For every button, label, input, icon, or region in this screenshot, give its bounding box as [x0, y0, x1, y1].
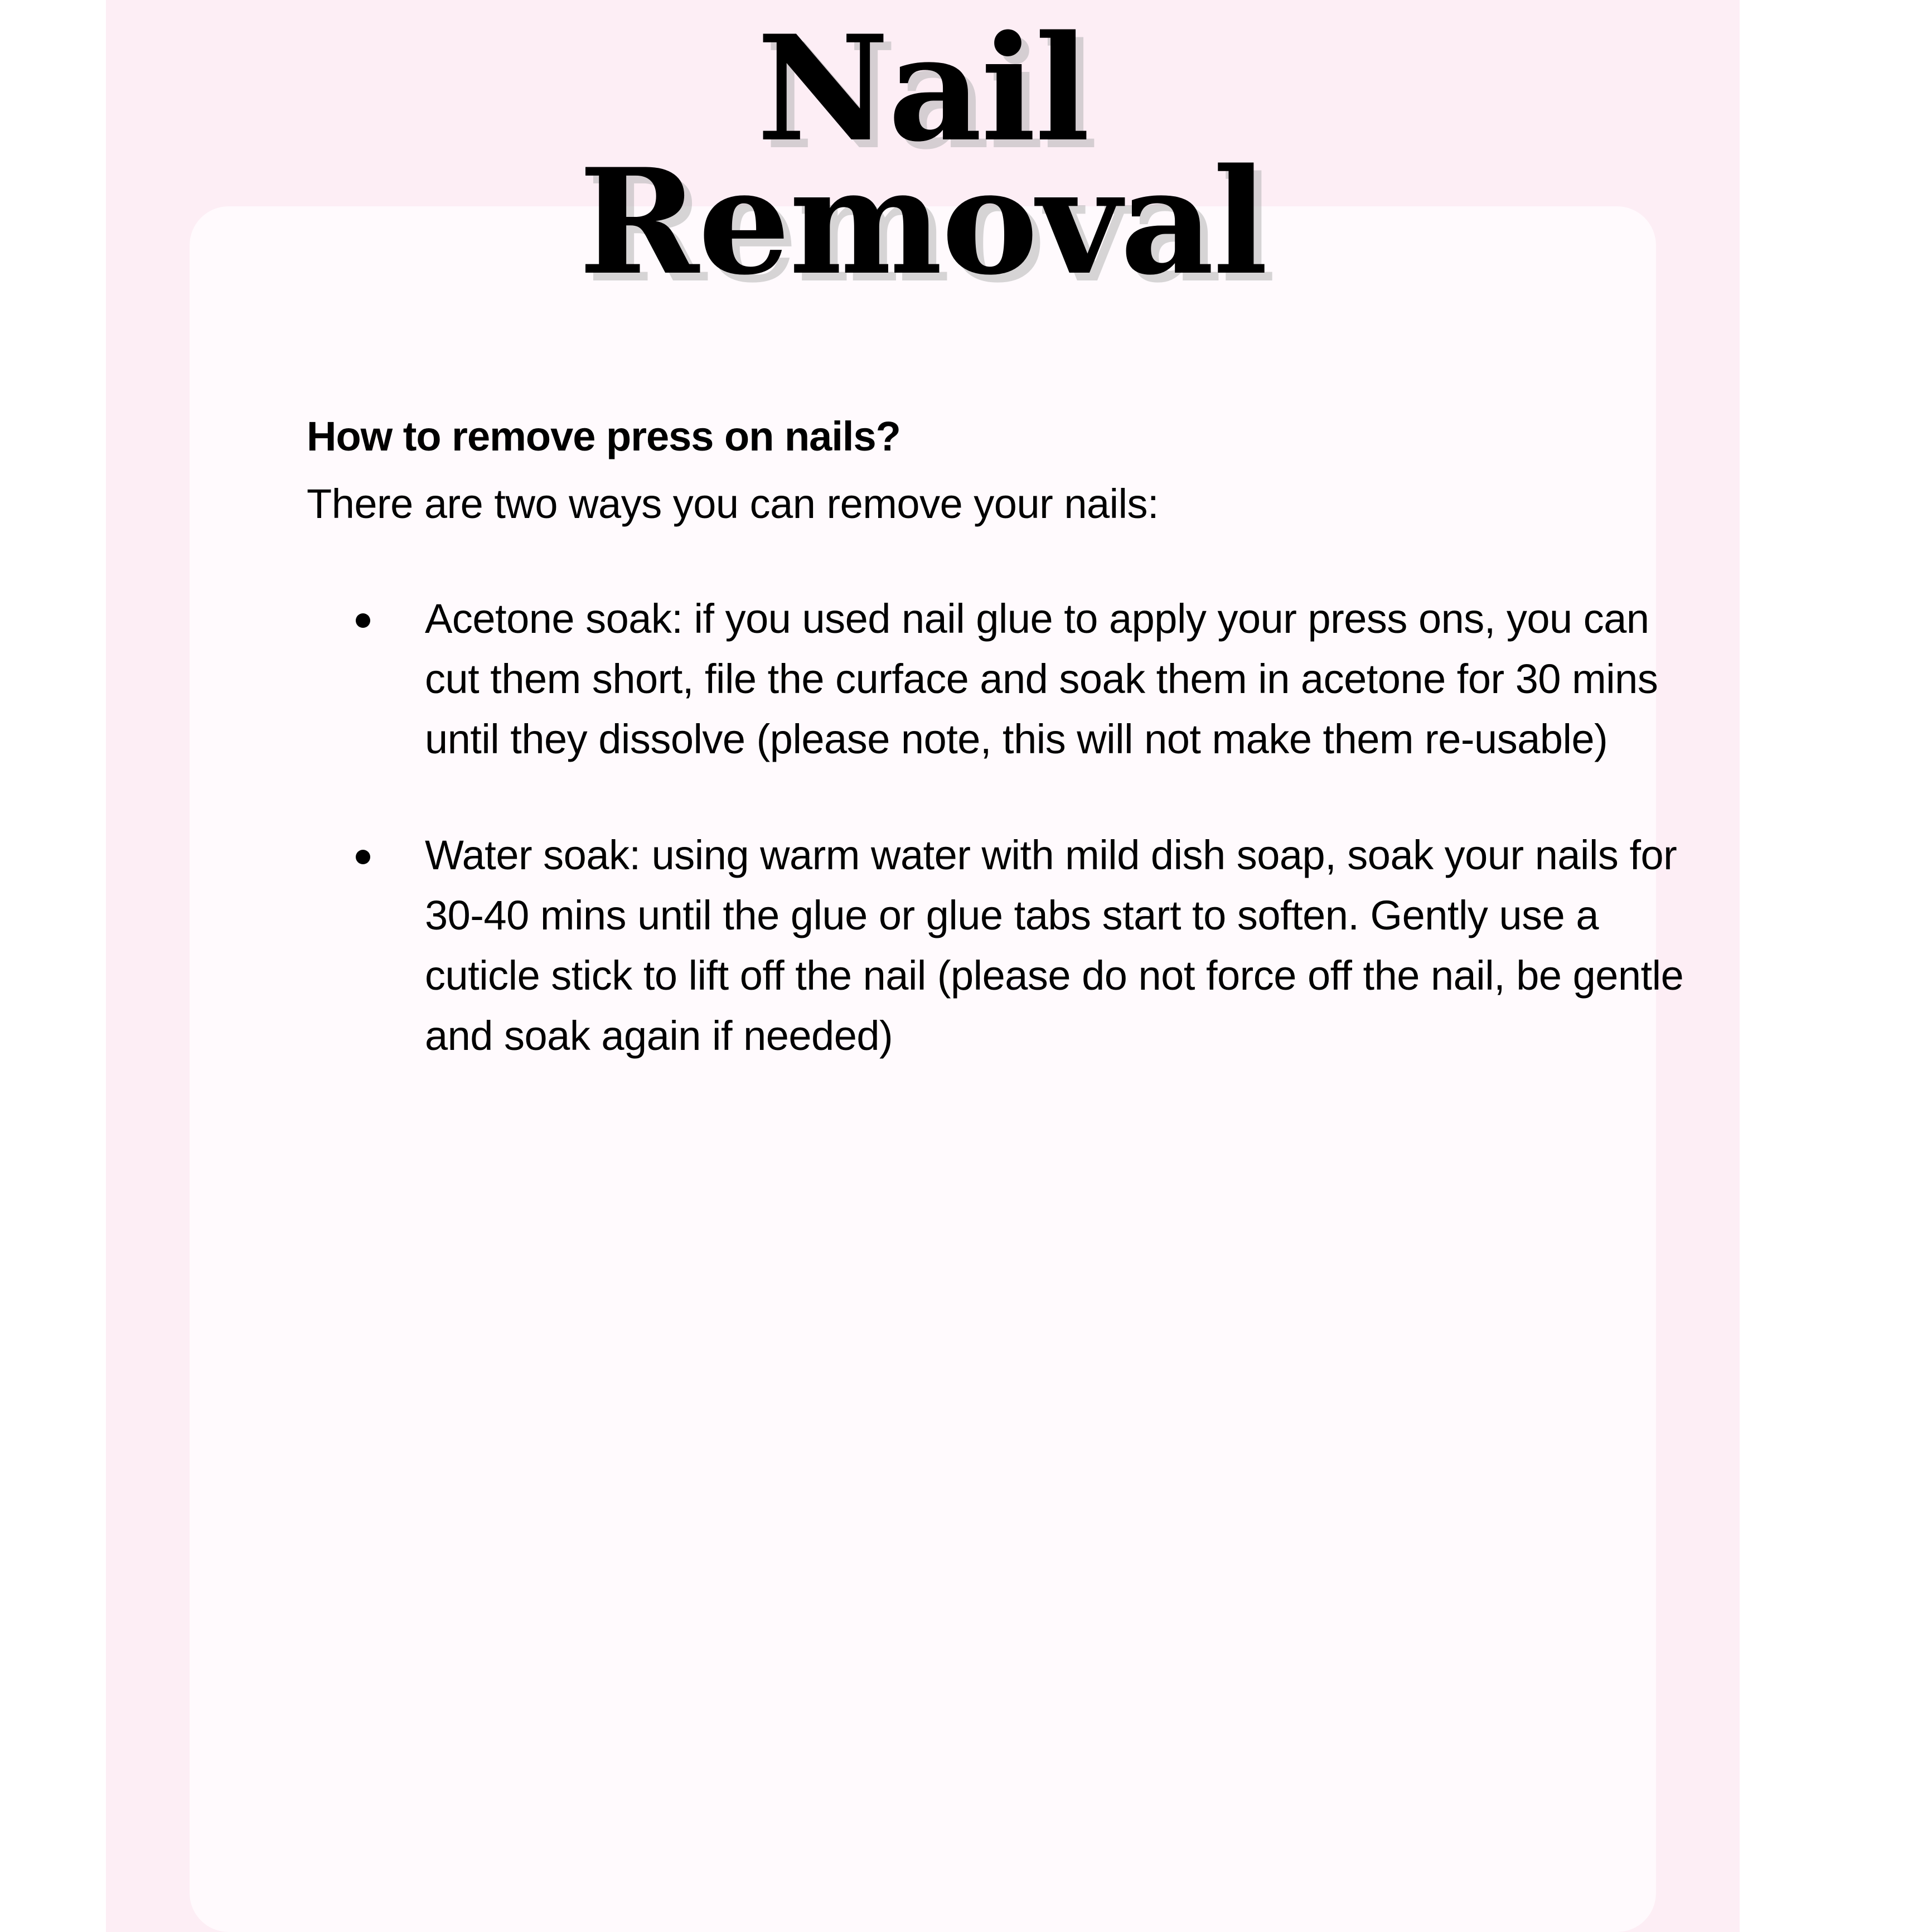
intro-paragraph: There are two ways you can remove your nails:	[307, 481, 1159, 527]
title-line-2: Removal	[578, 137, 1267, 308]
list-item	[307, 589, 1712, 769]
page-background	[106, 0, 1740, 1932]
list-item-text: Acetone soak: if you used nail glue to apply your press ons, you can cut them short, file the curface and soak them in acetone for 30 mins until they dissolve (please note, this will not make them re-usable)	[425, 595, 1658, 763]
document-body	[307, 413, 1712, 1122]
removal-methods-list	[307, 589, 1712, 1066]
section-heading: How to remove press on nails?	[307, 413, 900, 459]
bullet-icon	[356, 850, 370, 864]
bullet-icon	[356, 613, 370, 628]
title-line-1: Nail	[757, 4, 1089, 174]
list-item-text: Water soak: using warm water with mild dish soap, soak your nails for 30-40 mins until the glue or glue tabs start to soften. Gently use a cuticle stick to lift off the nail (please do not force off the nail, be gentle and soak again if needed)	[425, 832, 1684, 1059]
list-item	[307, 825, 1712, 1066]
page-title	[106, 4, 1740, 308]
